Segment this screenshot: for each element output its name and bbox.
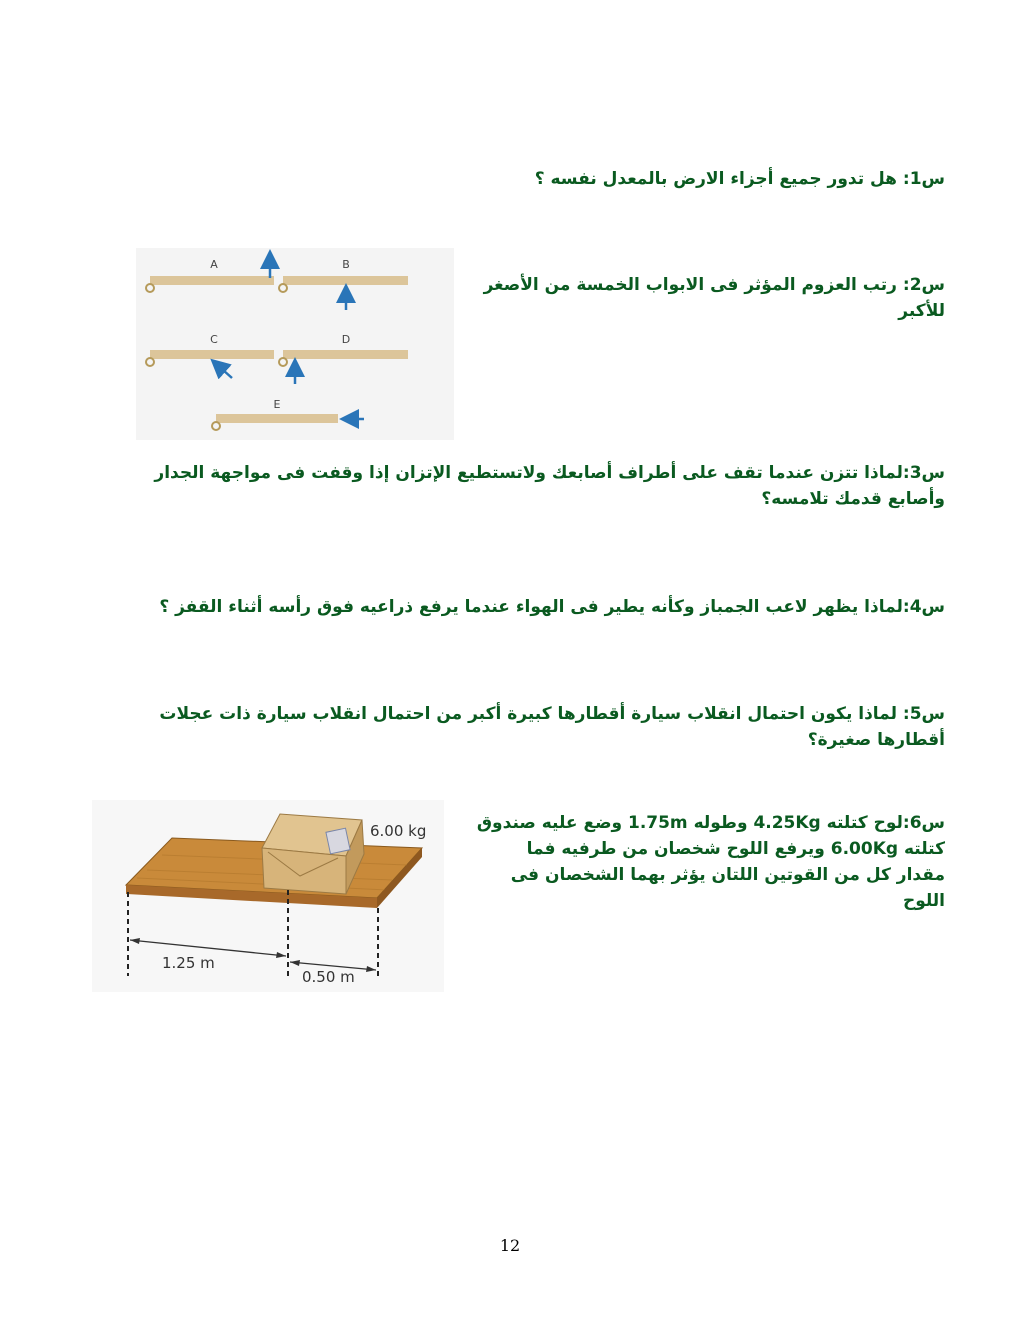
hinge-icon — [146, 284, 154, 292]
plank-box-figure — [92, 800, 444, 992]
force-arrow — [214, 362, 232, 378]
question-1: س1: هل تدور جميع أجزاء الارض بالمعدل نفسه ؟ — [534, 169, 945, 189]
question-4: س4:لماذا يظهر لاعب الجمباز وكأنه يطير فى الهواء عندما يرفع ذراعيه فوق رأسه أثناء القفز ؟ — [159, 597, 945, 617]
door-e — [212, 398, 364, 430]
dim-left-label: 1.25 m — [162, 954, 215, 972]
question-5: س5: لماذا يكون احتمال انقلاب سيارة أقطارها كبيرة أكبر من احتمال انقلاب سيارة ذات عجلات أقطارها صغيرة؟ — [159, 704, 945, 750]
door-a — [146, 254, 274, 292]
doors-torque-figure — [136, 248, 454, 440]
question-6: س6:لوح كتلته 4.25Kg وطوله 1.75m وضع عليه صندوق كتلته 6.00Kg ويرفع اللوح شخصان من طرفيه فما مقدار كل من القوتين اللتان يؤثر بهما الشخصان فى اللوح — [476, 813, 945, 911]
box-icon — [262, 814, 364, 894]
plank-diagram — [92, 800, 444, 992]
question-2: س2: رتب العزوم المؤثر فى الابواب الخمسة من الأصغر للأكبر — [483, 275, 945, 321]
door-label-e: E — [273, 398, 281, 411]
question-3: س3:لماذا تتزن عندما تقف على أطراف أصابعك ولاتستطيع الإتزان إذا وقفت فى مواجهة الجدار وأصابع قدمك تلامسه؟ — [154, 463, 945, 509]
hinge-icon — [279, 284, 287, 292]
door-label-c: C — [210, 333, 218, 346]
hinge-icon — [212, 422, 220, 430]
hinge-icon — [279, 358, 287, 366]
door-label-a: A — [210, 258, 218, 271]
doors-diagram — [136, 248, 454, 440]
hinge-icon — [146, 358, 154, 366]
door-b — [279, 258, 408, 310]
dim-right-label: 0.50 m — [302, 968, 355, 986]
page-number: 12 — [499, 1236, 521, 1255]
door-c — [146, 333, 274, 378]
door-label-b: B — [342, 258, 350, 271]
door-label-d: D — [341, 333, 351, 346]
door-d — [279, 333, 408, 384]
box-mass-label: 6.00 kg — [370, 822, 427, 840]
